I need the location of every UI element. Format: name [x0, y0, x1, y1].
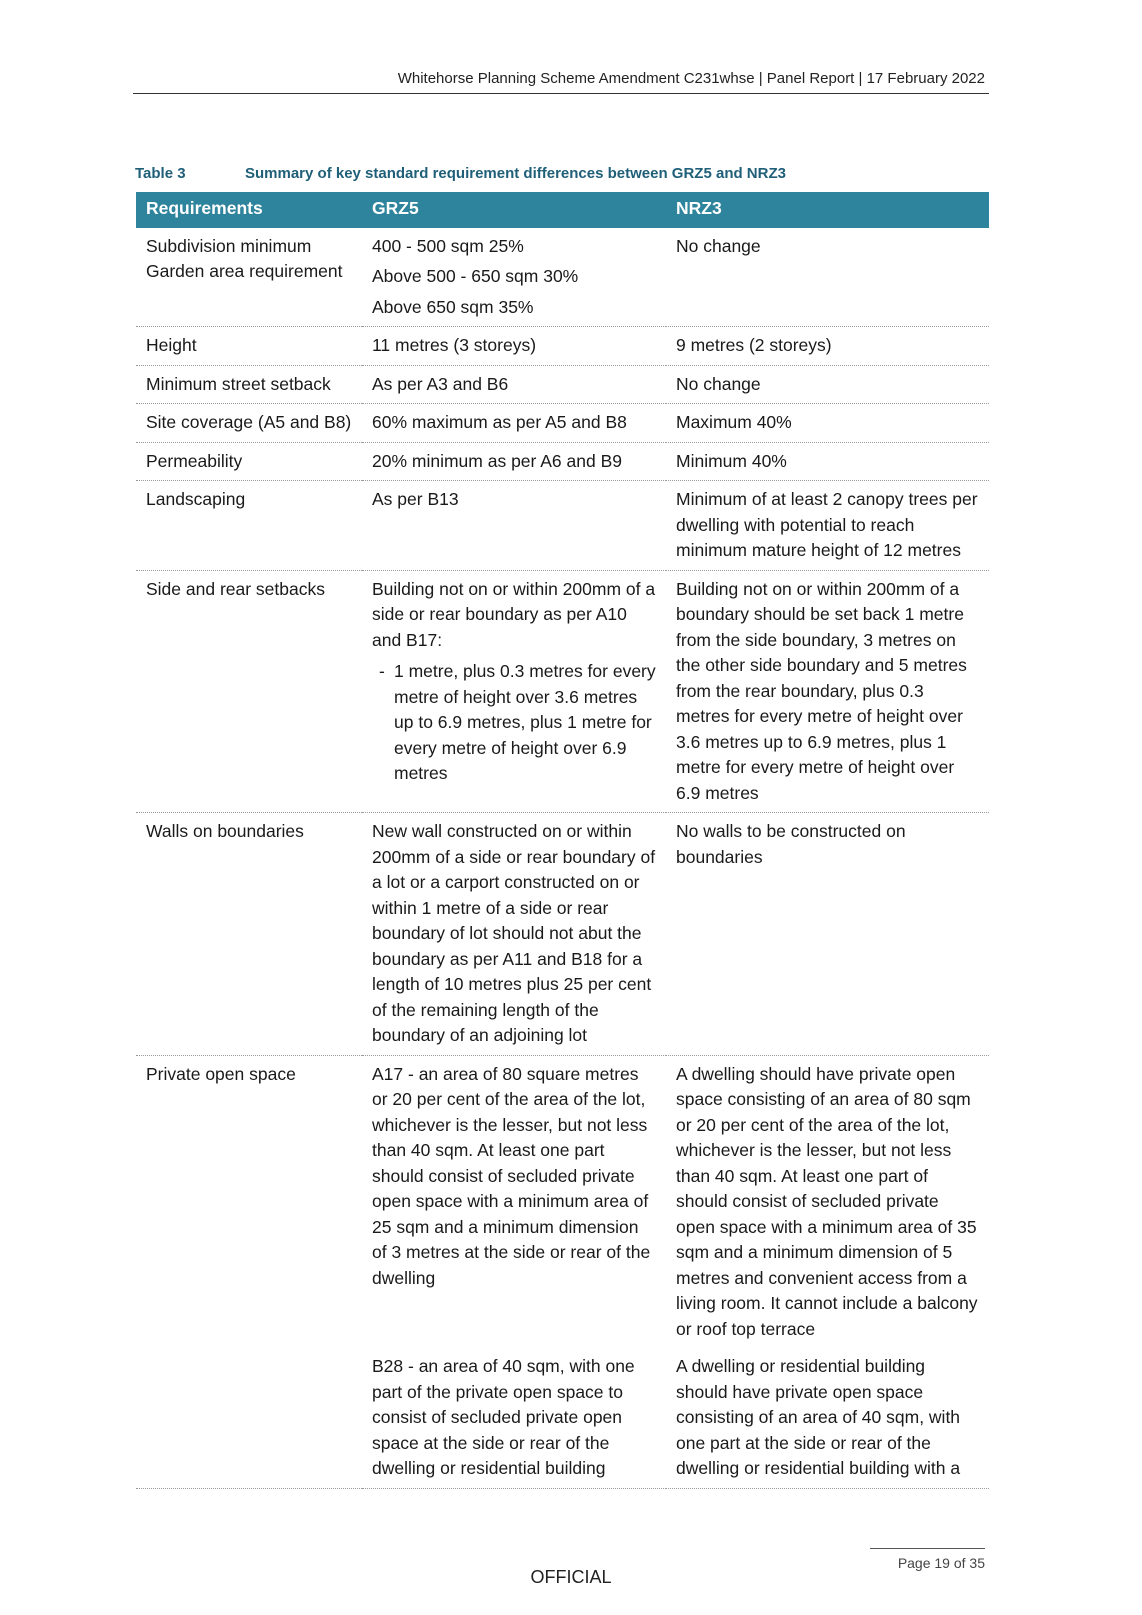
- cell-requirement: Minimum street setback: [136, 365, 362, 404]
- cell-requirement: Side and rear setbacks: [136, 570, 362, 813]
- cell-nrz3: No walls to be constructed on boundaries: [666, 813, 989, 1056]
- cell-requirement: [136, 1348, 362, 1488]
- cell-requirement: Landscaping: [136, 481, 362, 571]
- column-header-requirements: Requirements: [136, 192, 362, 228]
- cell-grz5: As per A3 and B6: [362, 365, 666, 404]
- grz5-text: Building not on or within 200mm of a side or rear boundary as per A10 and B17:: [372, 578, 656, 650]
- column-header-nrz3: NRZ3: [666, 192, 989, 228]
- cell-grz5: B28 - an area of 40 sqm, with one part of the private open space to consist of secluded private open space at the side or rear of the dwelling or residential building: [362, 1348, 666, 1488]
- cell-requirement: Walls on boundaries: [136, 813, 362, 1056]
- cell-nrz3: Minimum 40%: [666, 442, 989, 481]
- cell-nrz3: Building not on or within 200mm of a boundary should be set back 1 metre from the side boundary, 3 metres on the other side boundary and 5 metres from the rear boundary, plus 0.3 metres for every metre of height over 3.6 metres up to 6.9 metres, plus 1 metre for every metre of height over 6.9 metres: [666, 570, 989, 813]
- cell-nrz3: A dwelling or residential building should have private open space consisting of an area of 40 sqm, with one part at the side or rear of the dwelling or residential building with a: [666, 1348, 989, 1488]
- table-row: [136, 813, 989, 1056]
- cell-nrz3: Minimum of at least 2 canopy trees per dwelling with potential to reach minimum mature height of 12 metres: [666, 481, 989, 571]
- cell-grz5: As per B13: [362, 481, 666, 571]
- header-rule: [133, 93, 989, 94]
- cell-grz5: 60% maximum as per A5 and B8: [362, 404, 666, 443]
- cell-grz5: 20% minimum as per A6 and B9: [362, 442, 666, 481]
- grz5-line: Above 650 sqm 35%: [372, 296, 534, 317]
- table-row: [136, 442, 989, 481]
- table-caption-title: Summary of key standard requirement differences between GRZ5 and NRZ3: [245, 165, 786, 182]
- column-header-grz5: GRZ5: [362, 192, 666, 228]
- table-row: [136, 228, 989, 327]
- cell-grz5: [362, 228, 666, 327]
- grz5-line: 400 - 500 sqm 25%: [372, 235, 524, 256]
- table-row: [136, 570, 989, 813]
- grz5-line: Above 500 - 650 sqm 30%: [372, 266, 579, 286]
- table-row: [136, 404, 989, 443]
- cell-grz5: 11 metres (3 storeys): [362, 327, 666, 366]
- table-row: [136, 1055, 989, 1348]
- table-caption: [135, 165, 786, 182]
- table-row: [136, 481, 989, 571]
- cell-requirement: Height: [136, 327, 362, 366]
- cell-grz5: A17 - an area of 80 square metres or 20 per cent of the area of the lot, whichever is the lesser, but not less than 40 sqm. At least one part should consist of secluded private open space with a minimum area of 25 sqm and a minimum dimension of 3 metres at the side or rear of the dwelling: [372, 1063, 651, 1288]
- cell-nrz3: 9 metres (2 storeys): [666, 327, 989, 366]
- cell-requirement: Private open space: [146, 1063, 296, 1084]
- cell-grz5: [362, 570, 666, 813]
- cell-nrz3: No change: [666, 365, 989, 404]
- running-header: Whitehorse Planning Scheme Amendment C231whse | Panel Report | 17 February 2022: [397, 70, 985, 87]
- page-number: Page 19 of 35: [897, 1555, 985, 1571]
- table-row: [136, 1348, 989, 1488]
- footer-rule: [870, 1548, 985, 1549]
- cell-grz5: New wall constructed on or within 200mm of a side or rear boundary of a lot or a carport constructed on or within 1 metre of a side or rear boundary of lot should not abut the boundary as per A11 and B18 for a length of 10 metres plus 25 per cent of the remaining length of the boundary of an adjoining lot: [362, 813, 666, 1056]
- grz5-bullet-list: [372, 659, 656, 787]
- grz5-bullet: - 1 metre, plus 0.3 metres for every metre of height over 3.6 metres up to 6.9 metres, plus 1 metre for every metre of height over 6.9 metres: [394, 659, 656, 787]
- cell-nrz3: Maximum 40%: [666, 404, 989, 443]
- cell-requirement: Permeability: [136, 442, 362, 481]
- table-row: [136, 327, 989, 366]
- table-row: [136, 365, 989, 404]
- classification-label: OFFICIAL: [530, 1567, 612, 1587]
- cell-requirement: Site coverage (A5 and B8): [136, 404, 362, 443]
- cell-requirement: Subdivision minimum Garden area requirement: [136, 228, 362, 327]
- cell-nrz3: No change: [666, 228, 989, 327]
- table-header-row: [136, 192, 989, 228]
- requirements-table: [136, 192, 989, 1489]
- table-caption-label: Table 3: [135, 165, 186, 182]
- cell-nrz3: A dwelling should have private open space consisting of an area of 80 sqm or 20 per cent of the area of the lot, whichever is the lesser, but not less than 40 sqm. At least one part of should consist of secluded private open space with a minimum area of 35 sqm and a minimum dimension of 5 metres and convenient access from a living room. It cannot include a balcony or roof top terrace: [676, 1063, 978, 1339]
